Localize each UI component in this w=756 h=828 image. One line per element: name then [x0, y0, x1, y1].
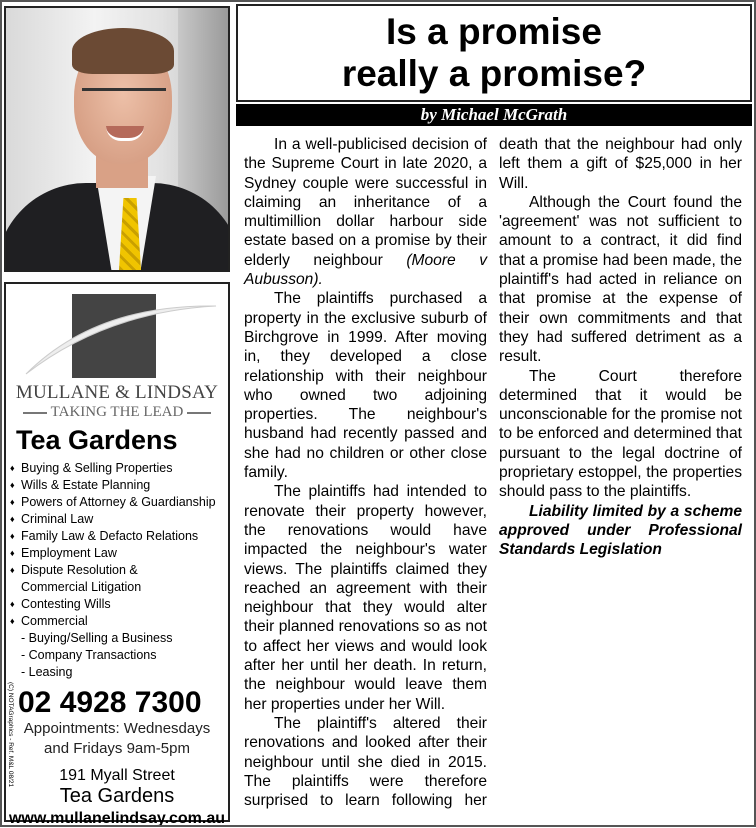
appointments-line-2: and Fridays 9am-5pm — [44, 740, 190, 757]
website-link[interactable]: www.mullanelindsay.com.au — [8, 810, 226, 827]
list-item: - Leasing — [21, 665, 73, 679]
case-citation: (Moore v Aubusson). — [244, 251, 488, 289]
list-item: Commercial Litigation — [21, 580, 142, 594]
byline: by Michael McGrath — [236, 104, 752, 126]
list-item: ♦ Contesting Wills — [10, 596, 228, 613]
paragraph: In a well-publicised decision of the Supreme Court in late 2020, a Sydney couple were successful in claiming an inheritance of a multimillion dollar harbour side estate based on a promise by their elderly neighbour (Moore v Aubusson). — [244, 136, 488, 289]
street-address: 191 Myall Street — [59, 767, 175, 784]
graphics-credit: (C) NOTAGraphics - Ref. M&L 08/21 — [7, 682, 14, 788]
paragraph: Although the Court found the 'agreement' was not sufficient to amount to a contract, it did find that a promise had been made, the plaintiff's had acted in reliance on that promise at the expense of their own commitments and that they had suffered detriment as a result. — [499, 193, 742, 366]
firm-tagline: TAKING THE LEAD — [6, 404, 228, 421]
headline — [236, 4, 752, 102]
author-photo — [4, 6, 230, 272]
services-list — [6, 460, 228, 681]
list-item: - Company Transactions — [21, 648, 157, 662]
location-heading: Tea Gardens — [16, 425, 178, 455]
firm-logo — [6, 284, 228, 384]
list-item: ♦ Wills & Estate Planning — [10, 477, 228, 494]
list-item: ♦ Criminal Law — [10, 511, 228, 528]
paragraph: The plaintiff's altered their renovations and looked after their neighbour until she died in 2015. The plaintiffs were therefore surprised to learn following her death that the neighbour had only left them a gift of $25,000 in her Will. — [244, 136, 742, 810]
paragraph: The Court therefore determined that it would be unconscionable for the promise not to be enforced and determined that pursuant to the legal doctrine of proprietary estoppel, the properties should pass to the plaintiffs. — [499, 367, 742, 501]
list-item: ♦ Dispute Resolution & — [10, 562, 228, 579]
list-item: ♦ Commercial — [10, 613, 228, 630]
paragraph: The plaintiffs purchased a property in the exclusive suburb of Birchgrove in 1999. After moving in, they developed a close relationship with their neighbour who owned two adjoining properties. The neighbour's husband had recently passed and she had no children or other close family. — [244, 290, 487, 482]
firm-name: MULLANE & LINDSAY — [15, 382, 219, 403]
list-item: ♦ Powers of Attorney & Guardianship — [10, 494, 228, 511]
list-item: ♦ Buying & Selling Properties — [10, 460, 228, 477]
appointments-line-1: Appointments: Wednesdays — [23, 720, 211, 737]
article-body — [244, 135, 742, 820]
phone-number: 02 4928 7300 — [18, 686, 202, 719]
town: Tea Gardens — [59, 785, 175, 807]
list-item: - Buying/Selling a Business — [21, 631, 173, 645]
list-item: ♦ Family Law & Defacto Relations — [10, 528, 228, 545]
liability-disclaimer: Liability limited by a scheme approved under Professional Standards Legislation — [499, 502, 742, 559]
firm-advert — [4, 282, 230, 827]
paragraph: The plaintiffs had intended to renovate their property however, the renovations would have impacted the neighbour's water views. The plaintiffs claimed they reached an agreement with their neighbour that they would alter their planned renovations so as not to affect her views and would look after her until her death. In return, the neighbour would leave them her properties under her Will. — [244, 483, 487, 713]
list-item: ♦ Employment Law — [10, 545, 228, 562]
headline-line-1: Is a promise — [386, 11, 602, 52]
headline-line-2: really a promise? — [341, 53, 647, 94]
